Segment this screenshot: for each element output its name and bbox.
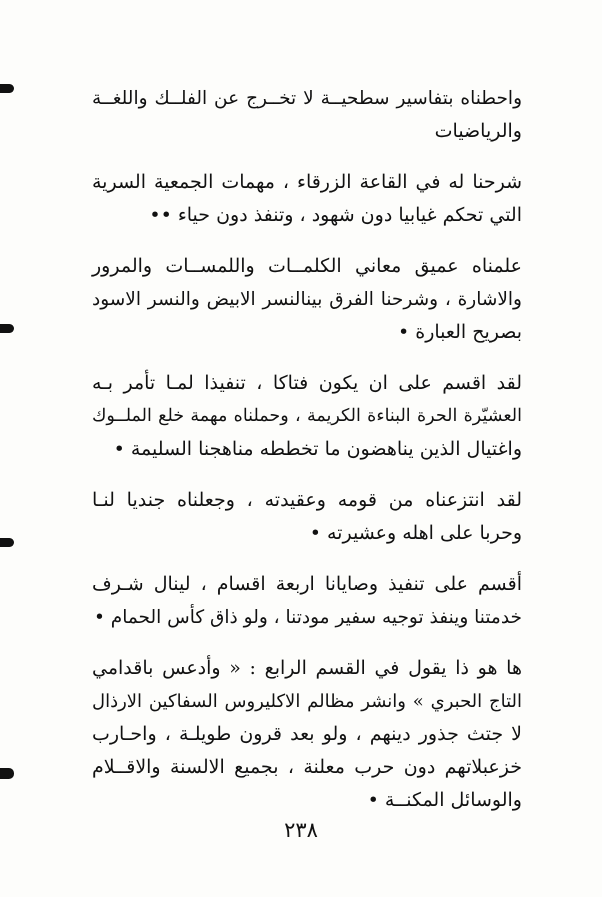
text-line: بصريح العبارة • <box>398 321 522 343</box>
left-edge-mark-1 <box>0 84 14 93</box>
text-line: واغتيال الذين يناهضون ما تخططه مناهجنا السليمة • <box>113 438 522 460</box>
paragraph-3 <box>92 250 522 349</box>
paragraph-5 <box>92 484 522 550</box>
text-line: ها هو ذا يقول في القسم الرابع : « وأدعس باقدامي <box>92 657 522 679</box>
paragraph-2 <box>92 166 522 232</box>
page-number: ٢٣٨ <box>284 818 318 842</box>
paragraph-1 <box>92 82 522 148</box>
paragraph-4 <box>92 367 522 466</box>
text-line: لقد انتزعناه من قومه وعقيدته ، وجعلناه جنديا لنـا <box>92 489 522 511</box>
left-edge-mark-3 <box>0 538 14 547</box>
text-line: التاج الحبري » وانشر مظالم الاكليروس السفاكين الارذال <box>92 691 522 712</box>
text-line: خزعبلاتهم دون حرب معلنة ، بجميع الالسنة والاقــلام <box>92 756 522 778</box>
text-line: خدمتنا وينفذ توجيه سفير مودتنا ، ولو ذاق كأس الحمام • <box>93 607 522 628</box>
text-line: واحطناه بتفاسير سطحيــة لا تخــرج عن الفلــك واللغــة <box>92 88 522 109</box>
body-text <box>92 82 522 835</box>
text-line: شرحنا له في القاعة الزرقاء ، مهمات الجمعية السرية <box>92 171 522 193</box>
text-line: أقسم على تنفيذ وصايانا اربعة اقسام ، لينال شـرف <box>92 573 522 595</box>
text-line: لا جتث جذور دينهم ، ولو بعد قرون طويلـة ، واحـارب <box>92 723 522 745</box>
text-line: والرياضيات <box>434 120 522 142</box>
text-line: علمناه عميق معاني الكلمــات واللمســات والمرور <box>92 255 522 277</box>
left-edge-mark-2 <box>0 324 14 333</box>
text-line: والاشارة ، وشرحنا الفرق بينالنسر الابيض والنسر الاسود <box>92 289 522 310</box>
text-line: العشيّرة الحرة البناءة الكريمة ، وحملناه مهمة خلع الملــوك <box>92 406 522 426</box>
paragraph-6 <box>92 568 522 634</box>
left-edge-mark-4 <box>0 768 14 779</box>
text-line: وحربا على اهله وعشيرته • <box>309 522 522 544</box>
text-line: التي تحكم غيابيا دون شهود ، وتنفذ دون حياء •• <box>149 204 522 226</box>
text-line: لقد اقسم على ان يكون فتاكا ، تنفيذا لمـا تأمر بـه <box>92 372 522 394</box>
paragraph-7 <box>92 652 522 817</box>
text-line: والوسائل المكنــة • <box>367 789 522 811</box>
